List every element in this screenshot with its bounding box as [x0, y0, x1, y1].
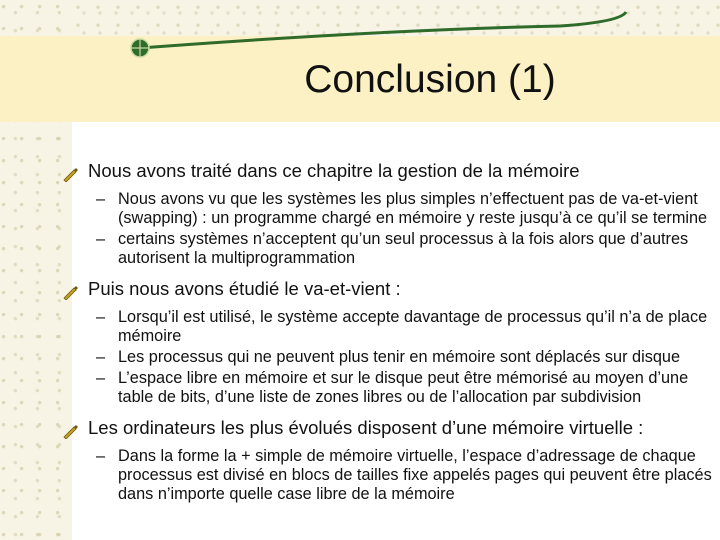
- sub-bullet-text: Dans la forme la + simple de mémoire virtuelle, l’espace d’adressage de chaque processus est divisé en blocs de tailles fixe appelés pages qui peuvent être placés dans n’importe quelle case libre de la mémoire: [118, 447, 712, 503]
- slide-title: Conclusion (1): [304, 58, 556, 101]
- bullet-text: Les ordinateurs les plus évolués disposent d’une mémoire virtuelle :: [88, 417, 644, 438]
- bullet-group: [62, 417, 712, 504]
- dash-marker: –: [96, 190, 106, 208]
- sub-bullet-item: [62, 369, 712, 407]
- sub-bullet-item: [62, 190, 712, 228]
- pen-icon: [62, 283, 78, 299]
- bullet-item: [62, 417, 712, 439]
- sub-bullet-text: Les processus qui ne peuvent plus tenir en mémoire sont déplacés sur disque: [118, 348, 681, 366]
- bullet-item: [62, 278, 712, 300]
- bullet-group: [62, 278, 712, 407]
- sub-bullet-text: Nous avons vu que les systèmes les plus simples n’effectuent pas de va-et-vient (swapping) : un programme chargé en mémoire y reste jusqu’à ce qu’il se termine: [118, 190, 708, 227]
- bullet-text: Puis nous avons étudié le va-et-vient :: [88, 278, 401, 299]
- pen-icon: [62, 165, 78, 181]
- sub-bullet-text: L’espace libre en mémoire et sur le disque peut être mémorisé au moyen d’une table de bits, d’une liste de zones libres ou de l’allocation par subdivision: [118, 369, 689, 406]
- sub-bullet-item: [62, 308, 712, 346]
- sub-bullet-item: [62, 447, 712, 504]
- dash-marker: –: [96, 308, 106, 326]
- sub-bullet-item: [62, 230, 712, 268]
- sub-bullet-text: Lorsqu’il est utilisé, le système accepte davantage de processus qu’il n’a de place mémoire: [118, 308, 708, 345]
- sub-bullet-item: [62, 348, 712, 367]
- pen-icon: [62, 422, 78, 438]
- dash-marker: –: [96, 369, 106, 387]
- decorative-swoosh-line: [0, 0, 720, 60]
- sub-bullet-text: certains systèmes n’acceptent qu’un seul processus à la fois alors que d’autres autorisent la multiprogrammation: [118, 230, 689, 267]
- bullet-group: [62, 160, 712, 268]
- dash-marker: –: [96, 348, 106, 366]
- dash-marker: –: [96, 230, 106, 248]
- slide-content: [62, 160, 712, 514]
- bullet-item: [62, 160, 712, 182]
- bullet-text: Nous avons traité dans ce chapitre la gestion de la mémoire: [88, 160, 580, 181]
- dash-marker: –: [96, 447, 106, 465]
